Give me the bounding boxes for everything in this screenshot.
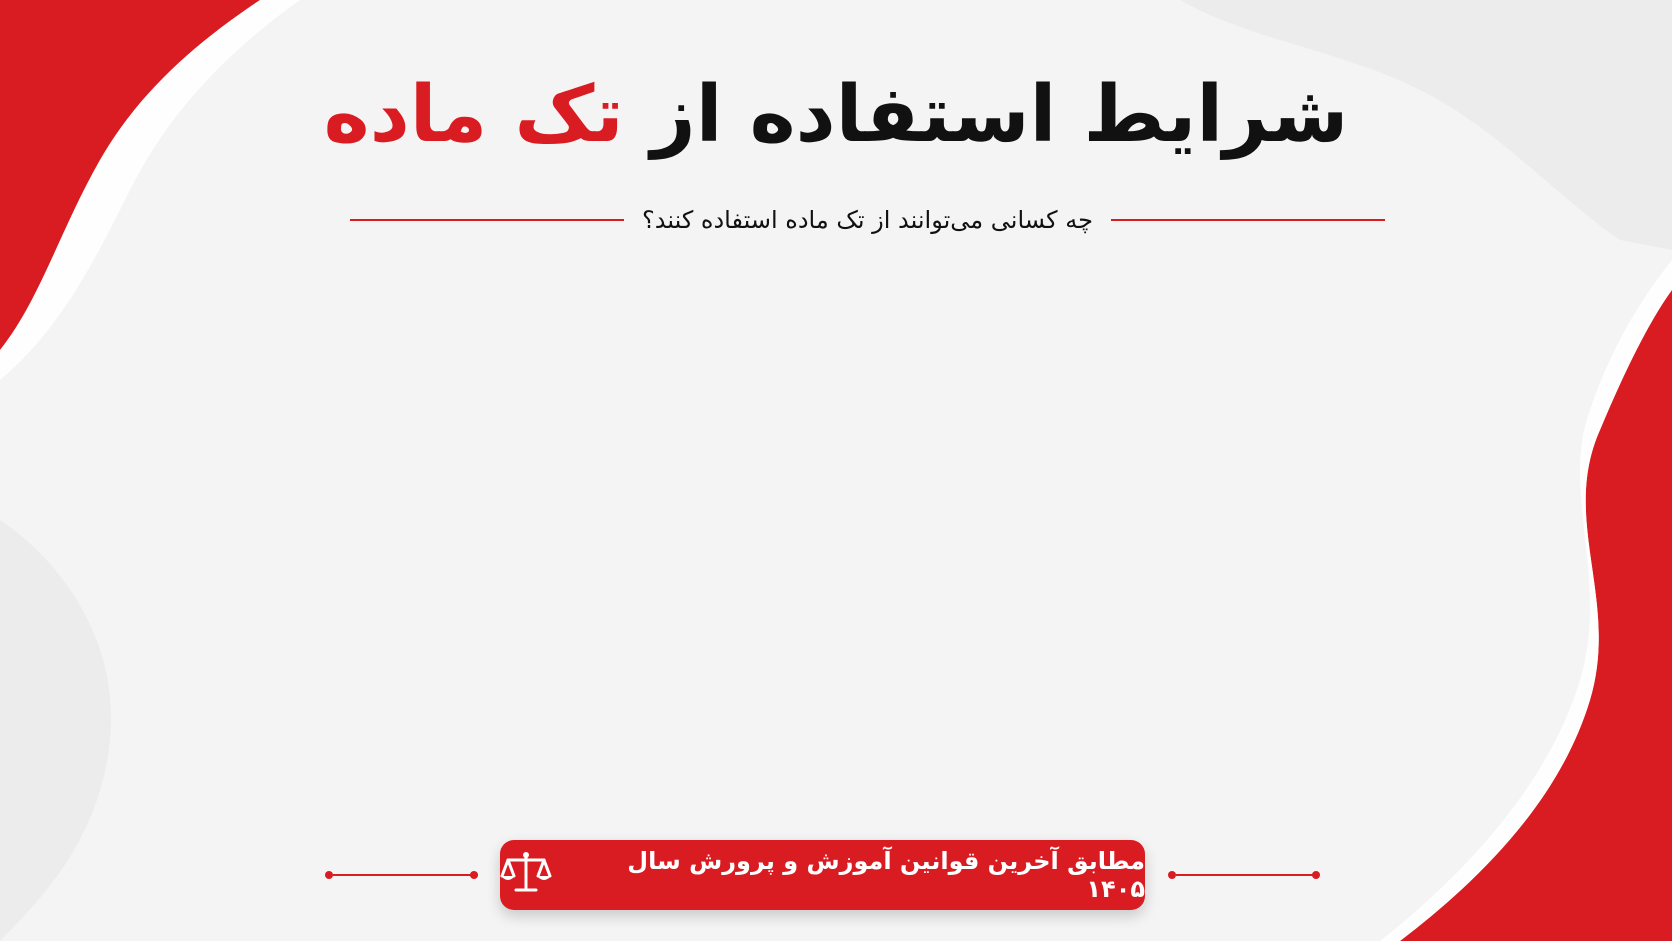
footer-dot-left-inner — [470, 871, 478, 879]
title-accent: تک ماده — [323, 70, 624, 160]
footer-badge — [500, 840, 1145, 910]
subtitle: چه کسانی می‌توانند از تک ماده استفاده کنند؟ — [642, 206, 1093, 234]
footer-dot-left — [325, 871, 333, 879]
subtitle-row — [350, 200, 1385, 240]
footer-dot-right — [1312, 871, 1320, 879]
footer-line-left — [333, 874, 478, 876]
scales-icon — [500, 850, 552, 900]
subtitle-line-right — [1111, 219, 1385, 221]
subtitle-line-left — [350, 219, 624, 221]
footer-dot-right-inner — [1168, 871, 1176, 879]
footer-text: مطابق آخرین قوانین آموزش و پرورش سال ۱۴۰۵ — [627, 847, 1145, 903]
footer-line-right — [1176, 874, 1316, 876]
page-title: شرایط استفاده از تک ماده — [323, 70, 1349, 160]
